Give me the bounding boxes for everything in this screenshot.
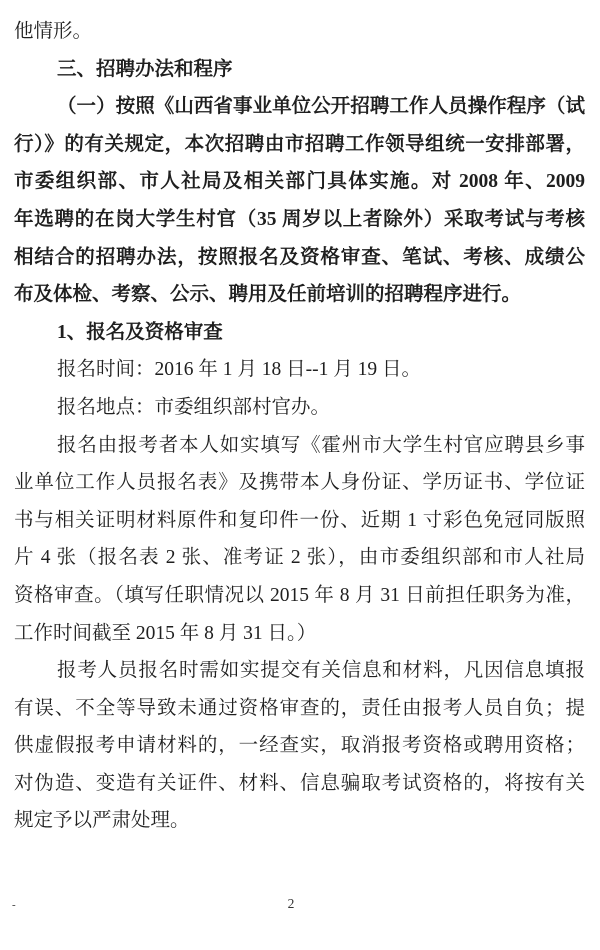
document-line: 三、招聘办法和程序 <box>57 58 233 80</box>
document-line: 他情形。 <box>14 21 93 42</box>
document-line: 报名时间：2016 年 1 月 18 日--1 月 19 日。 <box>57 359 421 381</box>
document-line: 对伪造、变造有关证件、材料、信息骗取考试资格的，将按有关 <box>14 772 585 794</box>
document-line: 工作时间截至 2015 年 8 月 31 日。） <box>14 622 317 644</box>
footer-page-number: 2 <box>287 896 295 911</box>
document-line: 片 4 张（报名表 2 张、准考证 2 张），由市委组织部和市人社局 <box>14 547 585 569</box>
document-line: 报考人员报名时需如实提交有关信息和材料，凡因信息填报 <box>57 660 585 682</box>
document-line: 行）》的有关规定，本次招聘由市招聘工作领导组统一安排部署， <box>14 133 585 155</box>
document-line: 书与相关证明材料原件和复印件一份、近期 1 寸彩色免冠同版照 <box>14 509 585 531</box>
document-line: 相结合的招聘办法，按照报名及资格审查、笔试、考核、成绩公 <box>14 246 585 268</box>
document-line: 报名由报考者本人如实填写《霍州市大学生村官应聘县乡事 <box>57 434 585 456</box>
document-line: 布及体检、考察、公示、聘用及任前培训的招聘程序进行。 <box>14 284 522 306</box>
document-line: 供虚假报考申请材料的，一经查实，取消报考资格或聘用资格； <box>14 735 585 757</box>
document-line: 规定予以严肃处理。 <box>14 810 190 832</box>
document-content <box>14 13 585 840</box>
document-line: 业单位工作人员报名表》及携带本人身份证、学历证书、学位证 <box>14 472 585 494</box>
document-line: （一）按照《山西省事业单位公开招聘工作人员操作程序（试 <box>57 96 585 118</box>
document-line: 年选聘的在岗大学生村官（35 周岁以上者除外）采取考试与考核 <box>14 208 585 230</box>
document-line: 有误、不全等导致未通过资格审查的，责任由报考人员自负；提 <box>14 697 585 719</box>
document-line: 报名地点：市委组织部村官办。 <box>57 396 331 418</box>
document-line: 资格审查。（填写任职情况以 2015 年 8 月 31 日前担任职务为准， <box>14 584 585 606</box>
document-line: 1、报名及资格审查 <box>57 321 223 343</box>
footer-mark: - <box>12 899 16 911</box>
document-line: 市委组织部、市人社局及相关部门具体实施。对 2008 年、2009 <box>14 171 585 193</box>
